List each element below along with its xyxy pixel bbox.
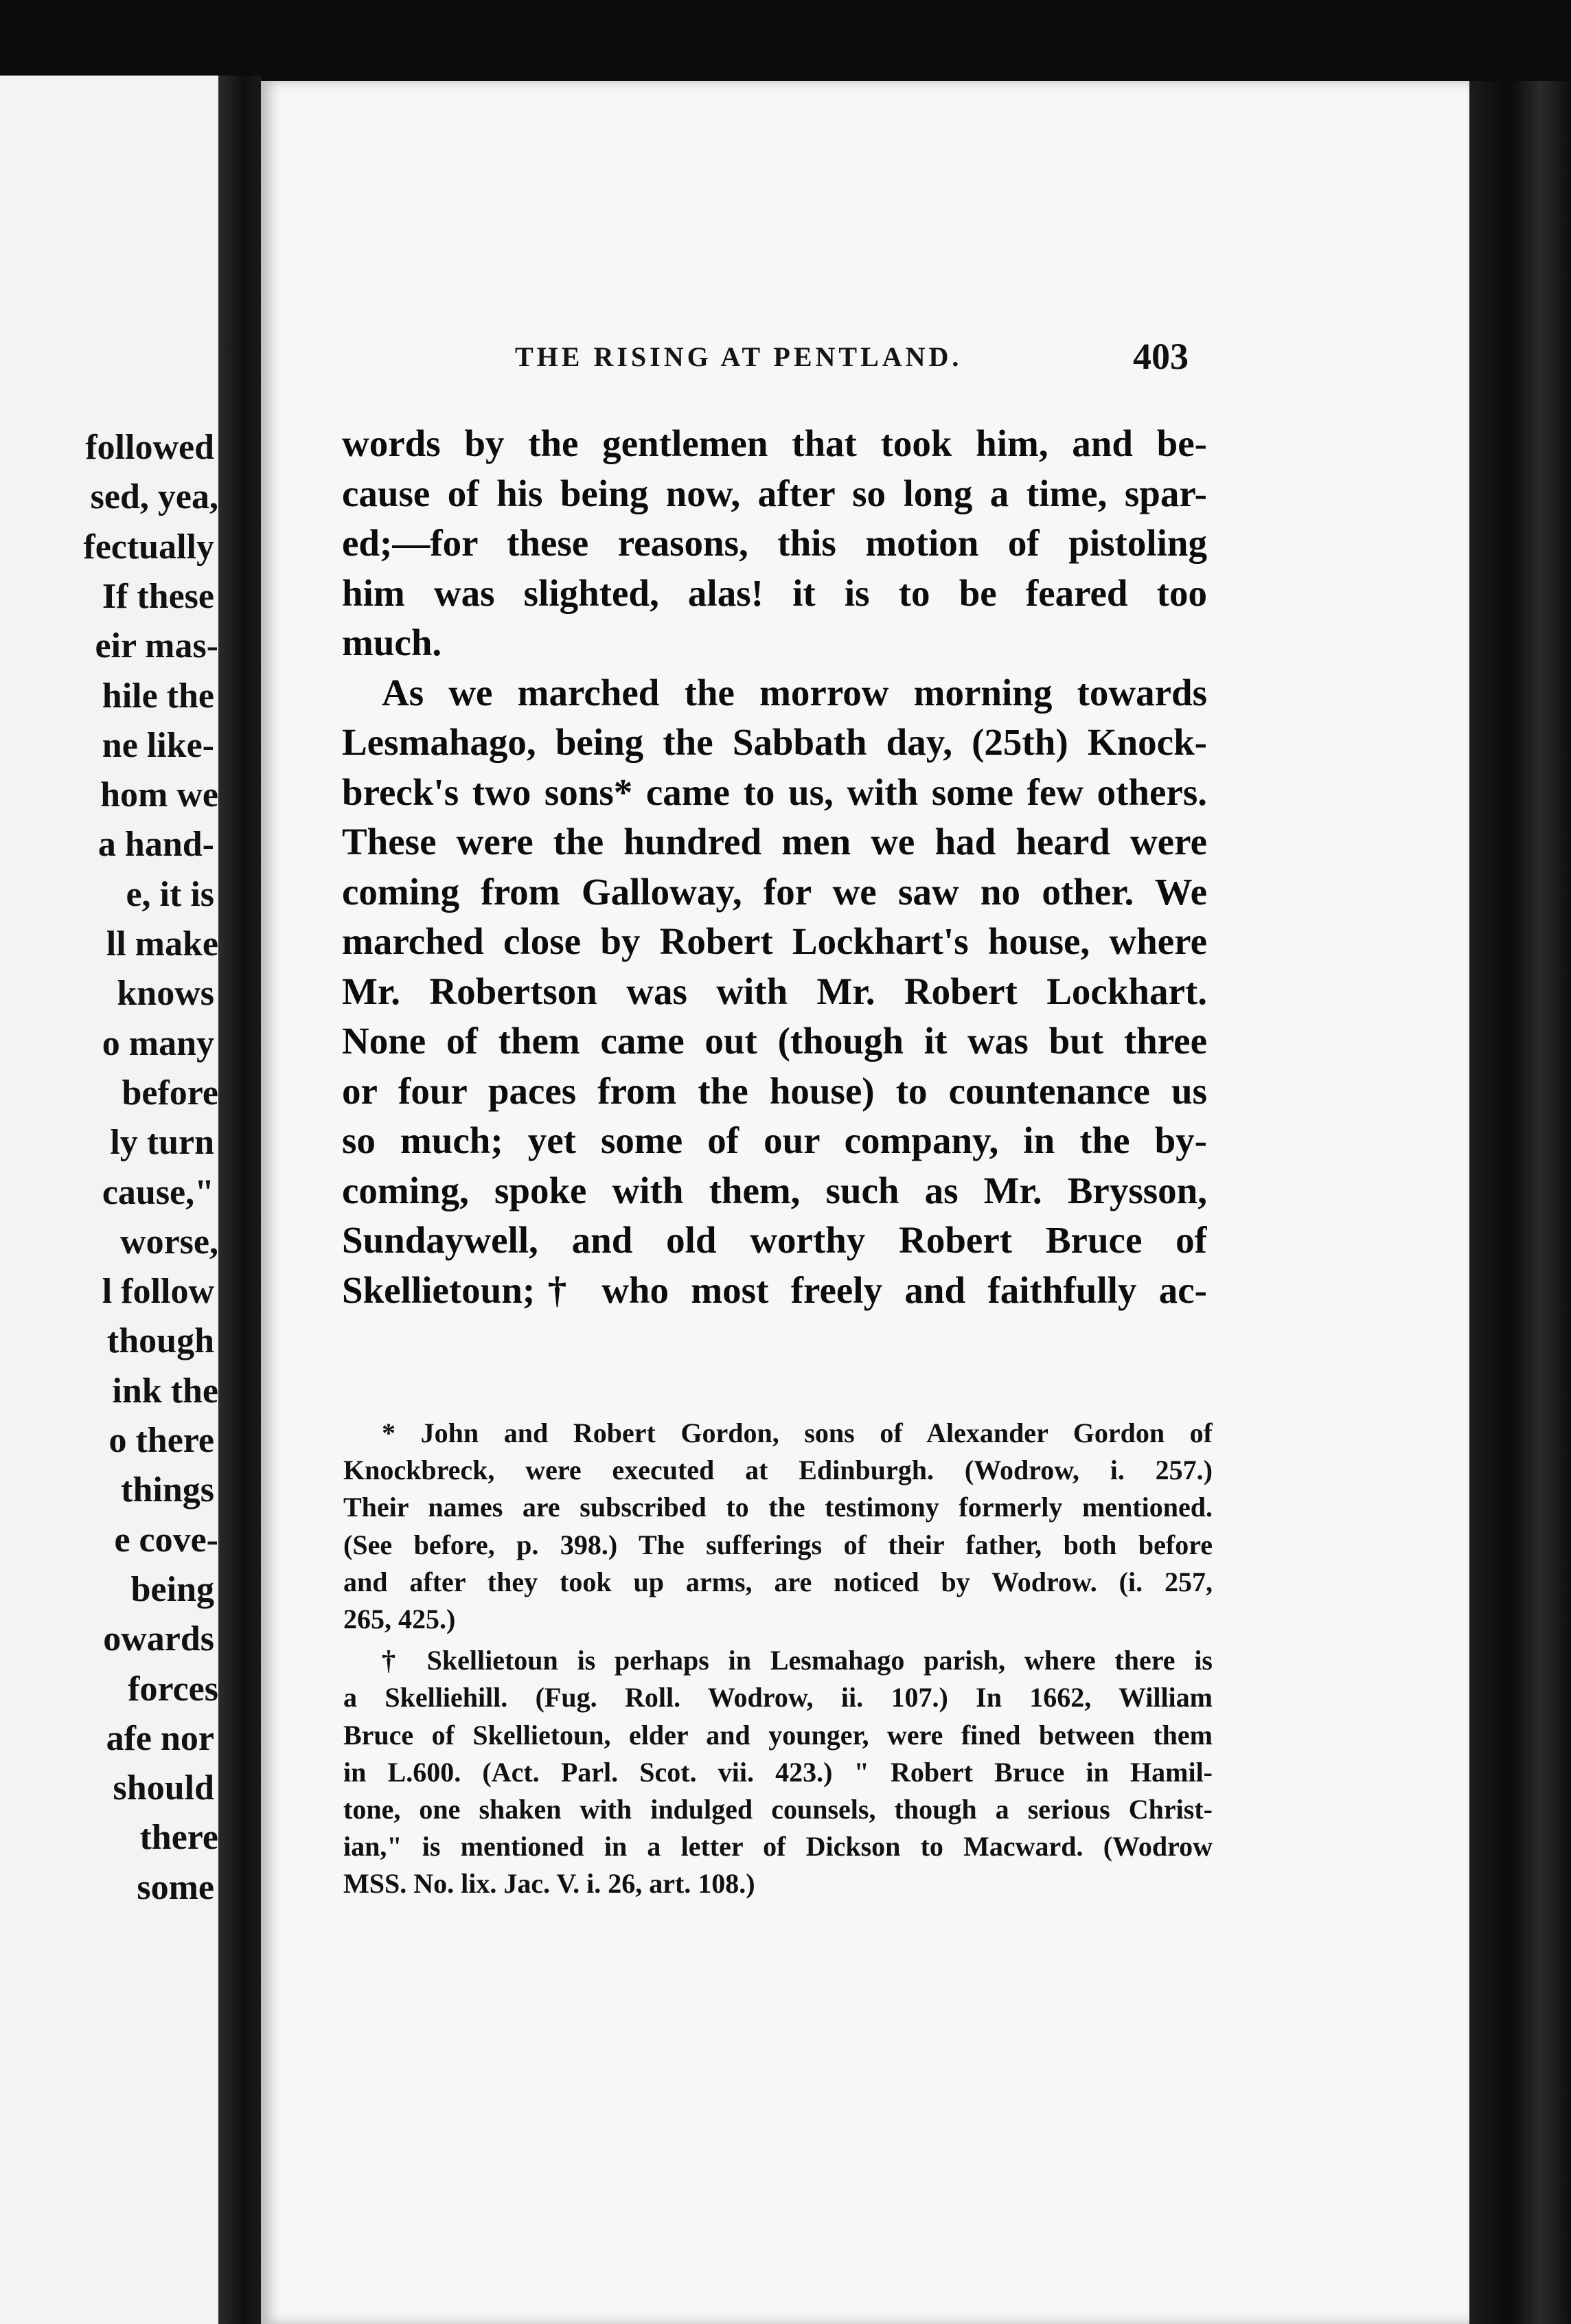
left-page-line: hom we (100, 775, 218, 815)
body-line: breck's two sons* came to us, with some few others. (342, 771, 1207, 813)
body-line: As we marched the morrow morning towards (382, 671, 1207, 714)
footnote-line: MSS. No. lix. Jac. V. i. 26, art. 108.) (343, 1868, 755, 1900)
left-page-line: followed (85, 428, 214, 467)
left-page-line: cause," (102, 1172, 214, 1212)
left-page-line: o there (108, 1421, 214, 1460)
book-gutter (218, 76, 261, 2324)
body-line: words by the gentlemen that took him, and be- (342, 422, 1207, 464)
left-page-line: owards (103, 1619, 214, 1659)
page-edge (1469, 81, 1571, 2324)
footnote-line: tone, one shaken with indulged counsels, though a serious Christ- (343, 1793, 1213, 1825)
body-line: None of them came out (though it was but three (342, 1020, 1207, 1062)
footnote-line: † Skellietoun is perhaps in Lesmahago parish, where there is (382, 1645, 1213, 1676)
left-page-line: e, it is (126, 874, 214, 914)
left-page-line: things (121, 1470, 214, 1510)
left-page-line: ll make (106, 924, 218, 964)
footnote-line: ian," is mentioned in a letter of Dickson to Macward. (Wodrow (343, 1831, 1213, 1862)
body-line: Sundaywell, and old worthy Robert Bruce of (342, 1219, 1207, 1261)
left-page-line: should (113, 1768, 214, 1808)
left-page-line: ne like- (102, 725, 214, 765)
left-page-line: If these (102, 576, 214, 616)
footnote-line: Knockbreck, were executed at Edinburgh. (Wodrow, i. 257.) (343, 1455, 1213, 1486)
left-page-line: a hand- (98, 825, 214, 865)
body-line: marched close by Robert Lockhart's house, where (342, 920, 1207, 962)
body-line: him was slighted, alas! it is to be feared too (342, 571, 1207, 614)
footnote-line: and after they took up arms, are noticed by Wodrow. (i. 257, (343, 1566, 1213, 1597)
footnote-line: (See before, p. 398.) The sufferings of their father, both before (343, 1529, 1213, 1560)
body-line: ed;—for these reasons, this motion of pistoling (342, 522, 1207, 564)
running-title: THE RISING AT PENTLAND. (515, 341, 963, 372)
footnotes (343, 1415, 1213, 1902)
left-page-line: o many (102, 1023, 214, 1063)
body-line: Mr. Robertson was with Mr. Robert Lockhart. (342, 970, 1207, 1012)
left-page-line: knows (117, 974, 214, 1014)
left-page-line: ink the (112, 1371, 218, 1411)
body-line: or four paces from the house) to countenance us (342, 1069, 1207, 1112)
left-page-line: e cove- (114, 1520, 218, 1560)
footnote-line: in L.600. (Act. Parl. Scot. vii. 423.) " Robert Bruce in Hamil- (343, 1756, 1213, 1788)
left-page-line: ly turn (110, 1123, 214, 1163)
page-number: 403 (1133, 336, 1189, 377)
left-page-line: eir mas- (95, 626, 218, 666)
left-page-line: there (139, 1818, 218, 1858)
footnote-line: * John and Robert Gordon, sons of Alexander Gordon of (382, 1417, 1213, 1448)
left-page-line: hile the (102, 676, 214, 716)
body-line: so much; yet some of our company, in the by- (342, 1119, 1207, 1161)
left-page-line: afe nor (106, 1718, 214, 1758)
body-line: coming from Galloway, for we saw no other. We (342, 870, 1207, 913)
body-line: coming, spoke with them, such as Mr. Brysson, (342, 1169, 1207, 1211)
left-page-line: forces (128, 1669, 218, 1709)
left-page-line: though (106, 1321, 214, 1361)
left-page-line: fectually (83, 527, 214, 567)
body-line: Lesmahago, being the Sabbath day, (25th) Knock- (342, 721, 1207, 763)
body-line: cause of his being now, after so long a time, spar- (342, 472, 1207, 514)
body-line: much. (342, 622, 442, 663)
body-line: These were the hundred men we had heard were (342, 821, 1207, 863)
left-page-line: some (137, 1867, 214, 1907)
body-text (342, 419, 1207, 1315)
footnote-line: 265, 425.) (343, 1603, 456, 1634)
left-facing-page (0, 76, 218, 2324)
left-page-line: before (122, 1073, 218, 1113)
left-page-line: worse, (120, 1222, 218, 1262)
body-line: Skellietoun;† who most freely and faithfully ac- (342, 1268, 1207, 1311)
footnote-line: Their names are subscribed to the testimony formerly mentioned. (343, 1492, 1213, 1523)
left-page-line: being (130, 1569, 214, 1609)
footnote-line: a Skelliehill. (Fug. Roll. Wodrow, ii. 107.) In 1662, William (343, 1682, 1213, 1713)
footnote-line: Bruce of Skellietoun, elder and younger, were fined between them (343, 1719, 1213, 1751)
left-page-line: l follow (102, 1272, 214, 1312)
left-page-line: sed, yea, (90, 477, 218, 517)
